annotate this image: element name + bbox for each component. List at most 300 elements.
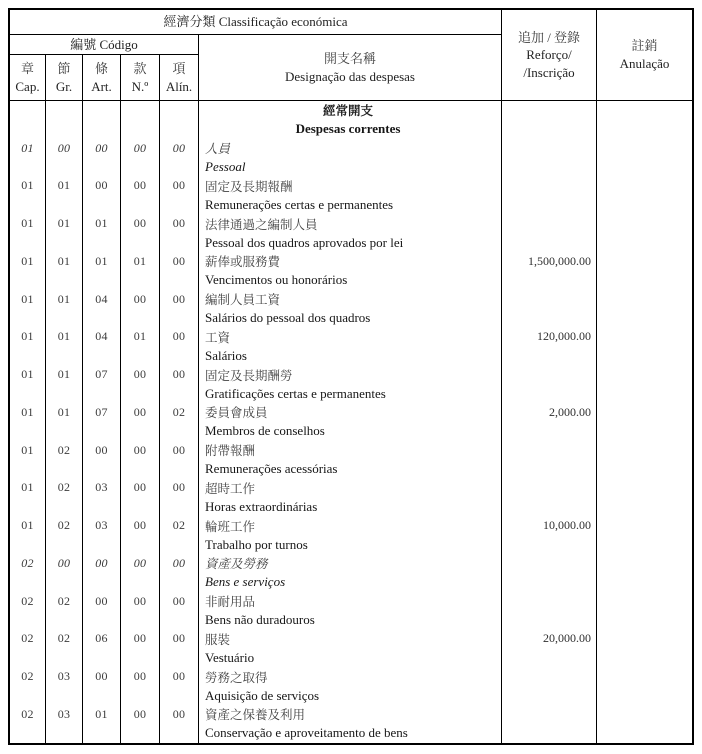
code-value: 00 bbox=[133, 555, 147, 570]
empty-cell bbox=[10, 648, 45, 667]
designation-zh: 附帶報酬 bbox=[205, 444, 256, 459]
empty-cell bbox=[46, 422, 82, 441]
code-value: 03 bbox=[57, 706, 71, 721]
empty-cell bbox=[160, 384, 198, 403]
code-value: 00 bbox=[133, 631, 147, 646]
header-col-cap-zh: 章 bbox=[20, 60, 34, 76]
code-value: 00 bbox=[133, 518, 147, 533]
reforco-amount: 20,000.00 bbox=[543, 631, 591, 646]
empty-cell bbox=[502, 177, 596, 196]
code-value: 01 bbox=[95, 706, 108, 721]
empty-cell bbox=[46, 158, 82, 177]
code-value: 00 bbox=[95, 140, 108, 155]
header-anulacao bbox=[597, 10, 692, 100]
empty-cell bbox=[597, 535, 692, 554]
code-value: 00 bbox=[133, 367, 147, 382]
empty-cell bbox=[46, 309, 82, 328]
code-value: 01 bbox=[133, 329, 147, 344]
empty-cell bbox=[597, 516, 692, 535]
empty-cell bbox=[46, 271, 82, 290]
header-codigo bbox=[10, 35, 199, 55]
table-header bbox=[10, 10, 692, 101]
empty-cell bbox=[160, 611, 198, 630]
empty-cell bbox=[83, 120, 120, 139]
code-value: 00 bbox=[95, 178, 108, 193]
empty-cell bbox=[121, 120, 159, 139]
empty-cell bbox=[10, 535, 45, 554]
code-value: 01 bbox=[21, 291, 34, 306]
column-cap bbox=[10, 101, 46, 743]
code-value: 00 bbox=[172, 669, 186, 684]
empty-cell bbox=[46, 120, 82, 139]
designation-zh: 法律通過之編制人員 bbox=[205, 217, 318, 232]
empty-cell bbox=[597, 233, 692, 252]
column-designation bbox=[199, 101, 502, 743]
header-col-num bbox=[121, 55, 160, 100]
designation-zh: 委員會成員 bbox=[205, 406, 268, 421]
header-col-cap bbox=[10, 55, 46, 100]
designation-latin: Salários bbox=[205, 347, 247, 363]
designation-latin: Bens e serviços bbox=[205, 574, 286, 590]
empty-cell bbox=[502, 724, 596, 743]
code-value: 02 bbox=[57, 518, 71, 533]
designation-latin: Horas extraordinárias bbox=[205, 498, 318, 514]
code-value: 00 bbox=[57, 555, 71, 570]
designation-latin: Gratificações certas e permanentes bbox=[205, 385, 386, 401]
empty-cell bbox=[502, 120, 596, 139]
code-value: 00 bbox=[133, 480, 147, 495]
empty-cell bbox=[83, 460, 120, 479]
designation-latin: Vencimentos ou honorários bbox=[205, 272, 348, 288]
code-value: 07 bbox=[95, 367, 108, 382]
empty-cell bbox=[597, 290, 692, 309]
empty-cell bbox=[160, 422, 198, 441]
empty-cell bbox=[597, 611, 692, 630]
designation-zh: 輪班工作 bbox=[205, 519, 256, 534]
empty-cell bbox=[10, 120, 45, 139]
code-value: 02 bbox=[57, 631, 71, 646]
empty-cell bbox=[10, 158, 45, 177]
header-reforco-latin-1: Reforço/ bbox=[526, 47, 572, 63]
designation-zh: 固定及長期報酬 bbox=[205, 179, 293, 194]
code-value: 01 bbox=[57, 216, 71, 231]
empty-cell bbox=[121, 158, 159, 177]
code-value: 01 bbox=[21, 140, 34, 155]
header-designation bbox=[199, 35, 502, 100]
empty-cell bbox=[83, 611, 120, 630]
empty-cell bbox=[83, 309, 120, 328]
empty-cell bbox=[121, 346, 159, 365]
empty-cell bbox=[160, 460, 198, 479]
header-col-num-latin: N.º bbox=[131, 78, 149, 94]
empty-cell bbox=[10, 233, 45, 252]
empty-cell bbox=[46, 497, 82, 516]
code-value: 00 bbox=[95, 555, 108, 570]
empty-cell bbox=[10, 101, 45, 120]
code-value: 01 bbox=[21, 253, 34, 268]
empty-cell bbox=[160, 724, 198, 743]
code-value: 00 bbox=[95, 669, 108, 684]
empty-cell bbox=[502, 214, 596, 233]
header-reforco-latin-2: /Inscrição bbox=[523, 64, 575, 80]
empty-cell bbox=[121, 573, 159, 592]
designation-latin: Aquisição de serviços bbox=[205, 687, 320, 703]
code-value: 03 bbox=[95, 518, 108, 533]
empty-cell bbox=[502, 101, 596, 120]
code-value: 00 bbox=[133, 442, 147, 457]
empty-cell bbox=[46, 648, 82, 667]
empty-cell bbox=[83, 724, 120, 743]
designation-zh: 資產及勞務 bbox=[205, 557, 268, 572]
empty-cell bbox=[10, 460, 45, 479]
empty-cell bbox=[597, 120, 692, 139]
code-value: 02 bbox=[21, 631, 34, 646]
empty-cell bbox=[160, 309, 198, 328]
column-num bbox=[121, 101, 160, 743]
designation-zh: 非耐用品 bbox=[205, 595, 256, 610]
code-value: 01 bbox=[57, 367, 71, 382]
header-designation-latin: Designação das despesas bbox=[285, 68, 415, 84]
empty-cell bbox=[502, 554, 596, 573]
empty-cell bbox=[10, 573, 45, 592]
empty-cell bbox=[597, 630, 692, 649]
designation-zh: 編制人員工資 bbox=[205, 293, 281, 308]
empty-cell bbox=[10, 346, 45, 365]
code-value: 01 bbox=[21, 329, 34, 344]
empty-cell bbox=[121, 460, 159, 479]
designation-zh: 超時工作 bbox=[205, 481, 256, 496]
header-designation-zh: 開支名稱 bbox=[323, 50, 376, 66]
empty-cell bbox=[83, 422, 120, 441]
column-art bbox=[83, 101, 121, 743]
code-value: 01 bbox=[57, 291, 71, 306]
empty-cell bbox=[597, 365, 692, 384]
empty-cell bbox=[597, 177, 692, 196]
code-value: 02 bbox=[21, 669, 34, 684]
designation-latin: Remunerações acessórias bbox=[205, 461, 338, 477]
code-value: 02 bbox=[172, 404, 186, 419]
header-col-gr-latin: Gr. bbox=[55, 78, 73, 94]
empty-cell bbox=[160, 686, 198, 705]
code-value: 00 bbox=[133, 706, 147, 721]
header-codigo-label: 編號 Código bbox=[70, 36, 138, 52]
designation-latin: Bens não duradouros bbox=[205, 612, 315, 628]
empty-cell bbox=[10, 384, 45, 403]
empty-cell bbox=[597, 648, 692, 667]
header-reforco-zh: 追加 / 登錄 bbox=[517, 29, 581, 45]
designation-zh: 資產之保養及利用 bbox=[205, 708, 306, 723]
code-value: 01 bbox=[21, 480, 34, 495]
designation-zh: 勞務之取得 bbox=[205, 670, 268, 685]
empty-cell bbox=[597, 497, 692, 516]
empty-cell bbox=[121, 686, 159, 705]
empty-cell bbox=[597, 441, 692, 460]
empty-cell bbox=[160, 233, 198, 252]
code-value: 00 bbox=[172, 291, 186, 306]
header-col-art bbox=[83, 55, 121, 100]
empty-cell bbox=[83, 346, 120, 365]
empty-cell bbox=[597, 479, 692, 498]
designation-latin: Pessoal dos quadros aprovados por lei bbox=[205, 234, 404, 250]
empty-cell bbox=[597, 403, 692, 422]
empty-cell bbox=[597, 214, 692, 233]
empty-cell bbox=[502, 365, 596, 384]
empty-cell bbox=[597, 384, 692, 403]
code-value: 00 bbox=[95, 442, 108, 457]
empty-cell bbox=[121, 422, 159, 441]
code-value: 01 bbox=[95, 216, 108, 231]
empty-cell bbox=[502, 271, 596, 290]
code-value: 00 bbox=[133, 216, 147, 231]
empty-cell bbox=[597, 554, 692, 573]
code-value: 01 bbox=[57, 253, 71, 268]
empty-cell bbox=[597, 309, 692, 328]
empty-cell bbox=[160, 497, 198, 516]
code-value: 02 bbox=[21, 706, 34, 721]
code-value: 00 bbox=[172, 555, 186, 570]
designation-latin: Remunerações certas e permanentes bbox=[205, 196, 394, 212]
empty-cell bbox=[502, 422, 596, 441]
empty-cell bbox=[597, 101, 692, 120]
empty-cell bbox=[121, 384, 159, 403]
code-value: 01 bbox=[57, 329, 71, 344]
empty-cell bbox=[46, 573, 82, 592]
empty-cell bbox=[597, 573, 692, 592]
designation-zh: 人員 bbox=[205, 142, 231, 157]
reforco-amount: 120,000.00 bbox=[537, 329, 591, 344]
empty-cell bbox=[502, 573, 596, 592]
column-reforco bbox=[502, 101, 597, 743]
designation-latin: Trabalho por turnos bbox=[205, 536, 308, 552]
empty-cell bbox=[502, 309, 596, 328]
section-title-zh: 經常開支 bbox=[322, 104, 373, 119]
empty-cell bbox=[502, 346, 596, 365]
empty-cell bbox=[597, 705, 692, 724]
header-col-alin bbox=[160, 55, 199, 100]
designation-latin: Membros de conselhos bbox=[205, 423, 325, 439]
code-value: 02 bbox=[57, 480, 71, 495]
empty-cell bbox=[160, 195, 198, 214]
code-value: 04 bbox=[95, 291, 108, 306]
empty-cell bbox=[121, 724, 159, 743]
code-value: 00 bbox=[172, 216, 186, 231]
code-value: 01 bbox=[21, 178, 34, 193]
code-value: 00 bbox=[172, 480, 186, 495]
empty-cell bbox=[597, 592, 692, 611]
designation-latin: Salários do pessoal dos quadros bbox=[205, 310, 371, 326]
code-value: 01 bbox=[21, 216, 34, 231]
empty-cell bbox=[10, 195, 45, 214]
reforco-amount: 1,500,000.00 bbox=[528, 253, 591, 268]
designation-latin: Vestuário bbox=[205, 649, 255, 665]
empty-cell bbox=[83, 233, 120, 252]
empty-cell bbox=[10, 611, 45, 630]
empty-cell bbox=[160, 158, 198, 177]
empty-cell bbox=[502, 460, 596, 479]
code-value: 00 bbox=[95, 593, 108, 608]
empty-cell bbox=[160, 573, 198, 592]
code-value: 00 bbox=[57, 140, 71, 155]
code-value: 00 bbox=[133, 593, 147, 608]
empty-cell bbox=[121, 271, 159, 290]
code-value: 00 bbox=[172, 706, 186, 721]
empty-cell bbox=[10, 724, 45, 743]
empty-cell bbox=[502, 158, 596, 177]
empty-cell bbox=[160, 346, 198, 365]
reforco-amount: 2,000.00 bbox=[549, 404, 591, 419]
empty-cell bbox=[83, 101, 120, 120]
header-col-art-zh: 條 bbox=[94, 60, 108, 76]
empty-cell bbox=[121, 611, 159, 630]
header-col-alin-latin: Alín. bbox=[165, 78, 193, 94]
header-anulacao-latin: Anulação bbox=[619, 56, 670, 71]
code-value: 00 bbox=[172, 329, 186, 344]
code-value: 00 bbox=[133, 140, 147, 155]
empty-cell bbox=[597, 252, 692, 271]
empty-cell bbox=[502, 497, 596, 516]
empty-cell bbox=[83, 158, 120, 177]
empty-cell bbox=[46, 724, 82, 743]
code-value: 01 bbox=[57, 404, 71, 419]
reforco-amount: 10,000.00 bbox=[543, 518, 591, 533]
empty-cell bbox=[10, 271, 45, 290]
code-value: 01 bbox=[21, 404, 34, 419]
code-value: 01 bbox=[21, 442, 34, 457]
empty-cell bbox=[597, 422, 692, 441]
designation-zh: 工資 bbox=[205, 330, 231, 345]
empty-cell bbox=[10, 686, 45, 705]
code-value: 04 bbox=[95, 329, 108, 344]
empty-cell bbox=[121, 233, 159, 252]
header-col-art-latin: Art. bbox=[91, 78, 112, 94]
column-anulacao bbox=[597, 101, 692, 743]
empty-cell bbox=[502, 535, 596, 554]
empty-cell bbox=[502, 592, 596, 611]
empty-cell bbox=[46, 384, 82, 403]
code-value: 01 bbox=[21, 518, 34, 533]
empty-cell bbox=[46, 233, 82, 252]
empty-cell bbox=[121, 648, 159, 667]
empty-cell bbox=[83, 573, 120, 592]
empty-cell bbox=[83, 686, 120, 705]
empty-cell bbox=[597, 724, 692, 743]
header-classification bbox=[10, 10, 502, 35]
code-value: 02 bbox=[172, 518, 186, 533]
code-value: 07 bbox=[95, 404, 108, 419]
designation-latin: Conservação e aproveitamento de bens bbox=[205, 725, 408, 741]
empty-cell bbox=[502, 195, 596, 214]
code-value: 06 bbox=[95, 631, 108, 646]
empty-cell bbox=[502, 667, 596, 686]
section-title-latin: Despesas correntes bbox=[295, 121, 401, 137]
empty-cell bbox=[121, 535, 159, 554]
empty-cell bbox=[121, 195, 159, 214]
empty-cell bbox=[83, 195, 120, 214]
header-col-num-zh: 款 bbox=[133, 60, 147, 76]
empty-cell bbox=[502, 479, 596, 498]
code-value: 03 bbox=[95, 480, 108, 495]
designation-zh: 薪俸或服務費 bbox=[205, 255, 281, 270]
header-classification-label: 經濟分類 Classificação económica bbox=[163, 14, 348, 30]
budget-table bbox=[8, 8, 694, 745]
code-value: 03 bbox=[57, 669, 71, 684]
header-anulacao-zh: 註銷 bbox=[631, 38, 658, 54]
header-col-cap-latin: Cap. bbox=[15, 78, 40, 94]
empty-cell bbox=[597, 346, 692, 365]
empty-cell bbox=[597, 271, 692, 290]
empty-cell bbox=[46, 686, 82, 705]
designation-latin: Pessoal bbox=[205, 159, 246, 175]
empty-cell bbox=[597, 158, 692, 177]
empty-cell bbox=[83, 648, 120, 667]
header-col-gr-zh: 節 bbox=[57, 60, 71, 76]
empty-cell bbox=[597, 139, 692, 158]
code-value: 01 bbox=[57, 178, 71, 193]
empty-cell bbox=[10, 422, 45, 441]
empty-cell bbox=[121, 497, 159, 516]
empty-cell bbox=[160, 120, 198, 139]
empty-cell bbox=[121, 101, 159, 120]
empty-cell bbox=[160, 648, 198, 667]
empty-cell bbox=[597, 460, 692, 479]
code-value: 00 bbox=[172, 367, 186, 382]
code-value: 00 bbox=[133, 178, 147, 193]
code-value: 00 bbox=[172, 140, 186, 155]
empty-cell bbox=[10, 497, 45, 516]
empty-cell bbox=[83, 271, 120, 290]
code-value: 02 bbox=[21, 555, 34, 570]
empty-cell bbox=[597, 328, 692, 347]
header-reforco bbox=[502, 10, 597, 100]
code-value: 02 bbox=[57, 593, 71, 608]
empty-cell bbox=[502, 384, 596, 403]
empty-cell bbox=[46, 101, 82, 120]
code-value: 01 bbox=[133, 253, 147, 268]
code-value: 00 bbox=[133, 291, 147, 306]
empty-cell bbox=[502, 648, 596, 667]
empty-cell bbox=[121, 309, 159, 328]
column-gr bbox=[46, 101, 83, 743]
code-value: 00 bbox=[172, 593, 186, 608]
empty-cell bbox=[46, 195, 82, 214]
empty-cell bbox=[83, 535, 120, 554]
empty-cell bbox=[83, 497, 120, 516]
designation-zh: 服裝 bbox=[205, 632, 231, 647]
empty-cell bbox=[502, 611, 596, 630]
empty-cell bbox=[502, 441, 596, 460]
empty-cell bbox=[502, 686, 596, 705]
code-value: 00 bbox=[172, 442, 186, 457]
empty-cell bbox=[597, 686, 692, 705]
code-value: 01 bbox=[21, 367, 34, 382]
empty-cell bbox=[597, 195, 692, 214]
empty-cell bbox=[83, 384, 120, 403]
empty-cell bbox=[502, 139, 596, 158]
code-value: 00 bbox=[172, 178, 186, 193]
header-col-gr bbox=[46, 55, 83, 100]
code-value: 00 bbox=[133, 404, 147, 419]
empty-cell bbox=[502, 233, 596, 252]
designation-zh: 固定及長期酬勞 bbox=[205, 368, 293, 383]
empty-cell bbox=[46, 535, 82, 554]
code-value: 00 bbox=[133, 669, 147, 684]
empty-cell bbox=[502, 705, 596, 724]
empty-cell bbox=[46, 346, 82, 365]
table-body bbox=[10, 101, 692, 743]
code-value: 01 bbox=[95, 253, 108, 268]
empty-cell bbox=[46, 611, 82, 630]
code-value: 02 bbox=[21, 593, 34, 608]
